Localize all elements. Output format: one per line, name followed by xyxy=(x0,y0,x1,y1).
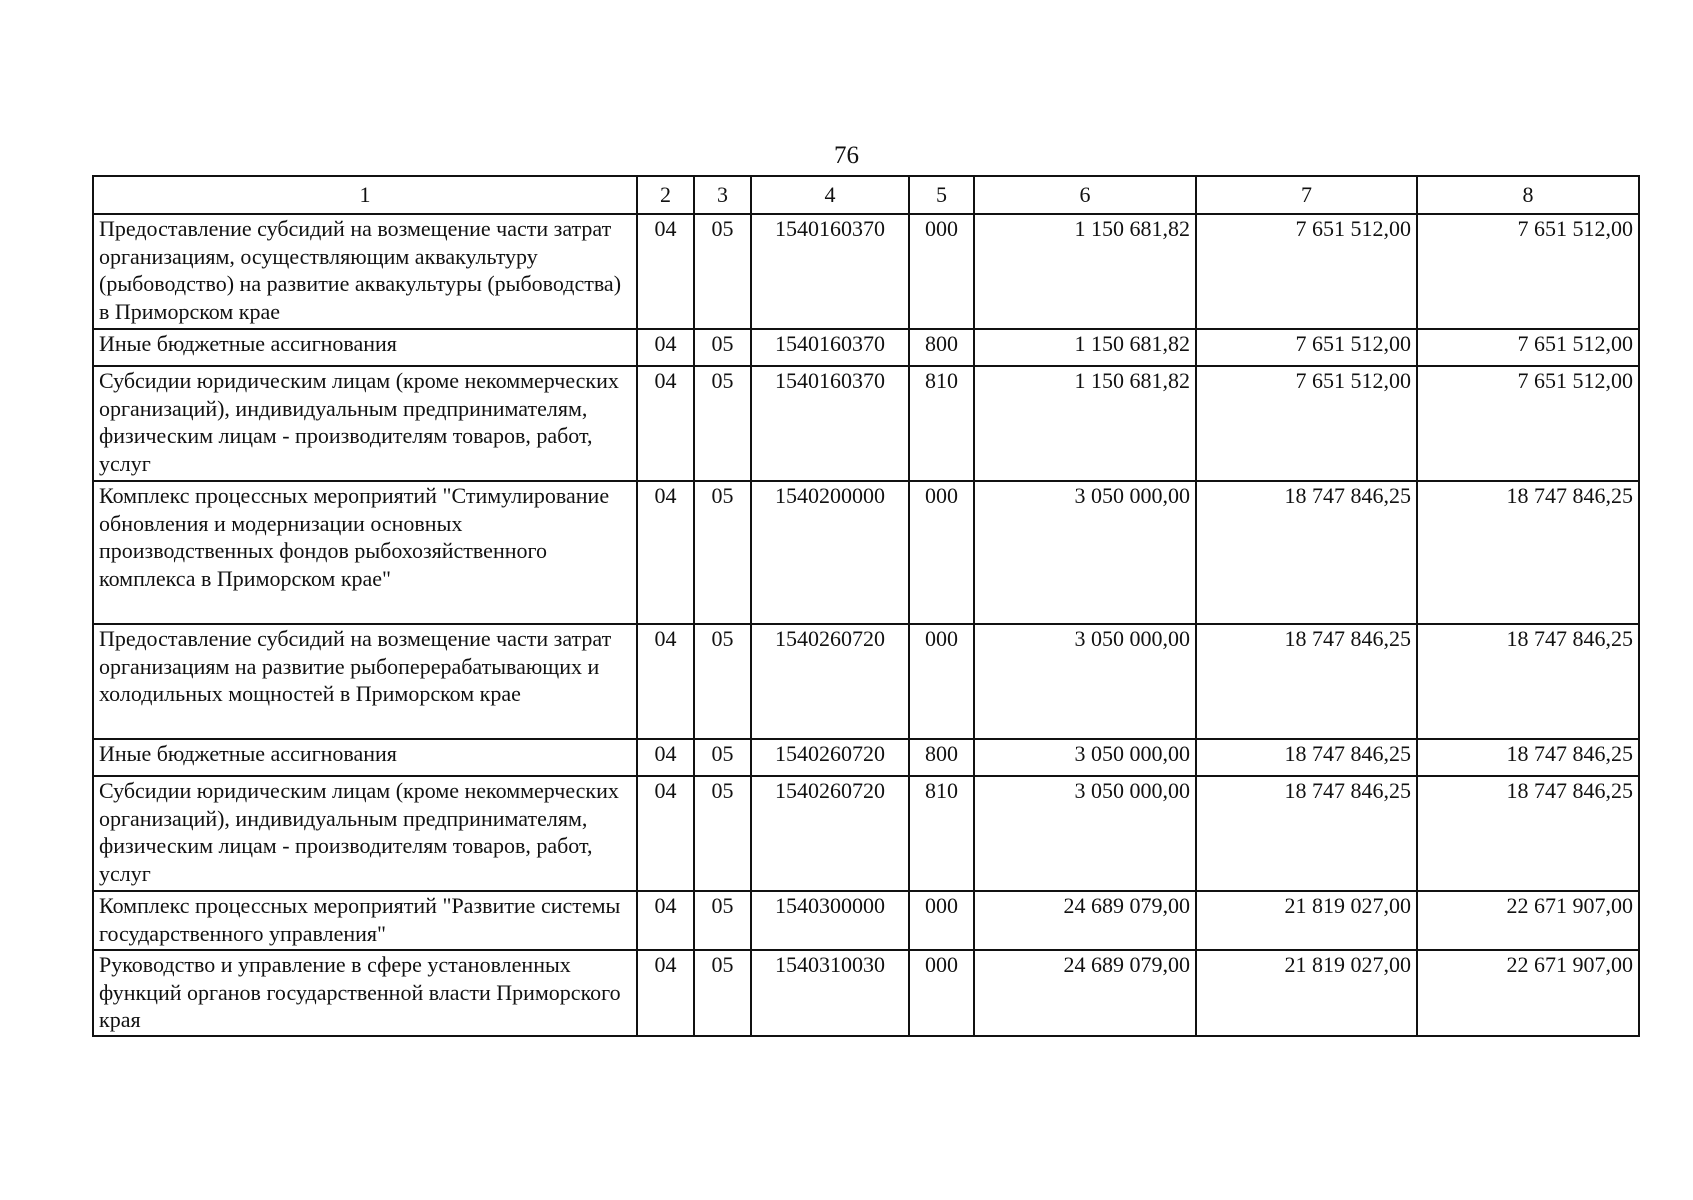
column-header: 7 xyxy=(1196,176,1417,214)
amount-col6: 24 689 079,00 xyxy=(974,891,1196,950)
expense-name: Комплекс процессных мероприятий "Стимулирование обновления и модернизации основных производственных фондов рыбохозяйственного комплекса в Приморском крае" xyxy=(93,481,637,624)
table-row xyxy=(93,329,1639,366)
header-row xyxy=(93,176,1639,214)
amount-col8: 18 747 846,25 xyxy=(1417,624,1639,739)
column-header: 4 xyxy=(751,176,909,214)
subsection-code: 05 xyxy=(694,329,751,366)
amount-col8: 18 747 846,25 xyxy=(1417,481,1639,624)
expense-name: Руководство и управление в сфере установленных функций органов государственной власти Приморского края xyxy=(93,950,637,1036)
subsection-code: 05 xyxy=(694,739,751,776)
subsection-code: 05 xyxy=(694,950,751,1036)
amount-col7: 21 819 027,00 xyxy=(1196,891,1417,950)
amount-col7: 21 819 027,00 xyxy=(1196,950,1417,1036)
column-header: 1 xyxy=(93,176,637,214)
column-header: 8 xyxy=(1417,176,1639,214)
expense-type-code: 000 xyxy=(909,950,974,1036)
subsection-code: 05 xyxy=(694,891,751,950)
section-code: 04 xyxy=(637,739,694,776)
expense-name: Субсидии юридическим лицам (кроме некоммерческих организаций), индивидуальным предпринимателям, физическим лицам - производителям товаров, работ, услуг xyxy=(93,776,637,891)
amount-col8: 7 651 512,00 xyxy=(1417,329,1639,366)
amount-col7: 18 747 846,25 xyxy=(1196,776,1417,891)
expense-type-code: 000 xyxy=(909,481,974,624)
table-row xyxy=(93,776,1639,891)
expense-type-code: 810 xyxy=(909,776,974,891)
amount-col7: 18 747 846,25 xyxy=(1196,624,1417,739)
target-article-code: 1540160370 xyxy=(751,366,909,481)
expense-name: Предоставление субсидий на возмещение части затрат организациям, осуществляющим аквакультуру (рыбоводство) на развитие аквакультуры (рыбоводства) в Приморском крае xyxy=(93,214,637,329)
expense-type-code: 000 xyxy=(909,891,974,950)
amount-col6: 1 150 681,82 xyxy=(974,366,1196,481)
subsection-code: 05 xyxy=(694,366,751,481)
table-row xyxy=(93,739,1639,776)
expense-name: Иные бюджетные ассигнования xyxy=(93,329,637,366)
column-header: 2 xyxy=(637,176,694,214)
table-row xyxy=(93,481,1639,624)
amount-col6: 3 050 000,00 xyxy=(974,739,1196,776)
amount-col6: 3 050 000,00 xyxy=(974,624,1196,739)
column-header: 3 xyxy=(694,176,751,214)
target-article-code: 1540300000 xyxy=(751,891,909,950)
target-article-code: 1540160370 xyxy=(751,329,909,366)
table-row xyxy=(93,214,1639,329)
table-body xyxy=(93,214,1639,1036)
amount-col7: 18 747 846,25 xyxy=(1196,739,1417,776)
target-article-code: 1540200000 xyxy=(751,481,909,624)
subsection-code: 05 xyxy=(694,481,751,624)
amount-col6: 24 689 079,00 xyxy=(974,950,1196,1036)
expense-name: Иные бюджетные ассигнования xyxy=(93,739,637,776)
amount-col6: 1 150 681,82 xyxy=(974,329,1196,366)
amount-col8: 7 651 512,00 xyxy=(1417,214,1639,329)
page-number: 76 xyxy=(834,142,859,169)
table-row xyxy=(93,950,1639,1036)
expense-name: Субсидии юридическим лицам (кроме некоммерческих организаций), индивидуальным предпринимателям, физическим лицам - производителям товаров, работ, услуг xyxy=(93,366,637,481)
amount-col8: 18 747 846,25 xyxy=(1417,776,1639,891)
amount-col7: 18 747 846,25 xyxy=(1196,481,1417,624)
subsection-code: 05 xyxy=(694,214,751,329)
column-header: 5 xyxy=(909,176,974,214)
subsection-code: 05 xyxy=(694,624,751,739)
section-code: 04 xyxy=(637,891,694,950)
expense-name: Предоставление субсидий на возмещение части затрат организациям на развитие рыбоперерабатывающих и холодильных мощностей в Приморском крае xyxy=(93,624,637,739)
subsection-code: 05 xyxy=(694,776,751,891)
section-code: 04 xyxy=(637,214,694,329)
amount-col6: 1 150 681,82 xyxy=(974,214,1196,329)
target-article-code: 1540260720 xyxy=(751,776,909,891)
target-article-code: 1540260720 xyxy=(751,624,909,739)
expense-type-code: 000 xyxy=(909,624,974,739)
section-code: 04 xyxy=(637,329,694,366)
amount-col8: 7 651 512,00 xyxy=(1417,366,1639,481)
column-header: 6 xyxy=(974,176,1196,214)
table-row xyxy=(93,624,1639,739)
budget-table xyxy=(92,175,1640,1037)
amount-col6: 3 050 000,00 xyxy=(974,481,1196,624)
target-article-code: 1540260720 xyxy=(751,739,909,776)
amount-col6: 3 050 000,00 xyxy=(974,776,1196,891)
amount-col8: 18 747 846,25 xyxy=(1417,739,1639,776)
section-code: 04 xyxy=(637,624,694,739)
amount-col7: 7 651 512,00 xyxy=(1196,214,1417,329)
table-row xyxy=(93,891,1639,950)
expense-type-code: 000 xyxy=(909,214,974,329)
table-row xyxy=(93,366,1639,481)
amount-col8: 22 671 907,00 xyxy=(1417,950,1639,1036)
expense-name: Комплекс процессных мероприятий "Развитие системы государственного управления" xyxy=(93,891,637,950)
target-article-code: 1540310030 xyxy=(751,950,909,1036)
amount-col7: 7 651 512,00 xyxy=(1196,329,1417,366)
amount-col8: 22 671 907,00 xyxy=(1417,891,1639,950)
expense-type-code: 800 xyxy=(909,329,974,366)
table-header xyxy=(93,176,1639,214)
section-code: 04 xyxy=(637,776,694,891)
section-code: 04 xyxy=(637,366,694,481)
section-code: 04 xyxy=(637,481,694,624)
expense-type-code: 810 xyxy=(909,366,974,481)
target-article-code: 1540160370 xyxy=(751,214,909,329)
amount-col7: 7 651 512,00 xyxy=(1196,366,1417,481)
expense-type-code: 800 xyxy=(909,739,974,776)
section-code: 04 xyxy=(637,950,694,1036)
